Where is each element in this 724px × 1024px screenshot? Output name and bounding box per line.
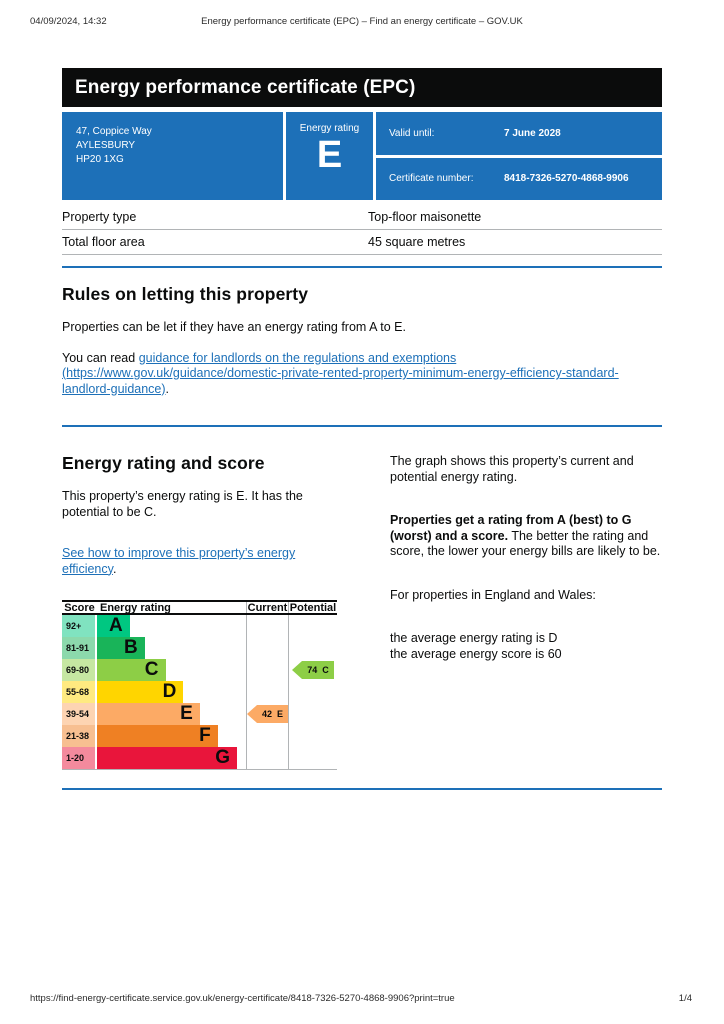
certificate-number-row bbox=[376, 158, 662, 201]
rating-score-heading: Energy rating and score bbox=[62, 453, 265, 473]
potential-score: 74 bbox=[307, 665, 318, 675]
property-type-value: Top-floor maisonette bbox=[368, 210, 482, 224]
average-rating-line: the average energy rating is D bbox=[390, 631, 558, 645]
epc-rating-chart bbox=[62, 600, 337, 770]
guidance-text-suffix: . bbox=[165, 381, 170, 396]
letting-rules-heading: Rules on letting this property bbox=[62, 284, 309, 304]
chart-score-header: Score bbox=[64, 602, 95, 614]
letting-guidance-paragraph bbox=[62, 351, 662, 398]
print-page-number: 1/4 bbox=[678, 993, 692, 1004]
current-rating-cell bbox=[246, 703, 288, 725]
band-row-d bbox=[62, 681, 337, 703]
certificate-number-value: 8418-7326-5270-4868-9906 bbox=[504, 173, 629, 185]
print-datetime: 04/09/2024, 14:32 bbox=[30, 16, 107, 27]
address-line-1: 47, Coppice Way bbox=[76, 126, 152, 137]
band-bar-b bbox=[97, 637, 145, 659]
band-letter: B bbox=[123, 637, 138, 658]
energy-rating-value: E bbox=[316, 134, 343, 176]
arrow-tip-icon bbox=[292, 661, 302, 679]
certificate-content bbox=[62, 68, 662, 790]
energy-rating-label: Energy rating bbox=[299, 123, 360, 134]
band-row-e bbox=[62, 703, 337, 725]
band-letter: G bbox=[215, 747, 231, 768]
property-type-label: Property type bbox=[62, 210, 137, 224]
rating-summary-paragraph: This property’s energy rating is E. It has the potential to be C. bbox=[62, 489, 303, 519]
certificate-number-label: Certificate number: bbox=[389, 173, 474, 185]
band-score-range: 81-91 bbox=[62, 637, 97, 659]
improve-efficiency-paragraph bbox=[62, 546, 346, 577]
floor-area-label: Total floor area bbox=[62, 235, 145, 249]
valid-until-label: Valid until: bbox=[389, 127, 435, 139]
band-row-c bbox=[62, 659, 337, 681]
band-score-range: 39-54 bbox=[62, 703, 97, 725]
band-letter: E bbox=[180, 703, 193, 724]
band-bar-g bbox=[97, 747, 237, 769]
address-line-3: HP20 1XG bbox=[76, 154, 124, 165]
potential-rating-arrow bbox=[292, 661, 334, 679]
band-bar-d bbox=[97, 681, 183, 703]
chart-header-row bbox=[62, 600, 337, 615]
band-row-b bbox=[62, 637, 337, 659]
band-bar-a bbox=[97, 615, 130, 637]
band-score-range: 92+ bbox=[62, 615, 97, 637]
floor-area-value: 45 square metres bbox=[368, 235, 466, 249]
property-address bbox=[62, 112, 283, 200]
certificate-details-panel bbox=[376, 112, 662, 200]
band-row-f bbox=[62, 725, 337, 747]
certificate-banner bbox=[62, 68, 662, 107]
band-bar-c bbox=[97, 659, 166, 681]
property-facts-table bbox=[62, 205, 662, 255]
landlord-guidance-link[interactable]: guidance for landlords on the regulations and exemptions (https://www.gov.uk/guidance/domestic-private-rented-property-minimum-energy-efficiency-standard-landlord-guidance) bbox=[62, 350, 619, 396]
arrow-tip-icon bbox=[247, 705, 257, 723]
england-wales-intro: For properties in England and Wales: bbox=[390, 587, 596, 602]
energy-rating-panel bbox=[286, 112, 373, 200]
band-score-range: 69-80 bbox=[62, 659, 97, 681]
band-score-range: 55-68 bbox=[62, 681, 97, 703]
valid-until-value: 7 June 2028 bbox=[504, 127, 561, 139]
chart-rating-header: Energy rating bbox=[100, 602, 171, 614]
graph-description: The graph shows this property’s current and potential energy rating. bbox=[390, 454, 634, 484]
print-page-title: Energy performance certificate (EPC) – Find an energy certificate – GOV.UK bbox=[201, 16, 523, 27]
band-bar-e bbox=[97, 703, 200, 725]
current-band: E bbox=[277, 709, 284, 719]
address-line-2: AYLESBURY bbox=[76, 140, 136, 151]
print-footer-url: https://find-energy-certificate.service.gov.uk/energy-certificate/8418-7326-5270-4868-9906?print=true bbox=[30, 993, 455, 1004]
guidance-text-prefix: You can read bbox=[62, 350, 139, 365]
section-divider bbox=[62, 266, 662, 268]
certificate-title: Energy performance certificate (EPC) bbox=[75, 76, 416, 98]
rating-explanation-rest: The better the rating and score, the lower your energy bills are likely to be. bbox=[390, 528, 661, 558]
improve-efficiency-link[interactable]: See how to improve this property’s energy efficiency bbox=[62, 546, 296, 576]
rating-explanation bbox=[390, 513, 662, 560]
print-header bbox=[0, 16, 724, 27]
section-divider bbox=[62, 425, 662, 427]
valid-until-row bbox=[376, 112, 662, 155]
band-score-range: 21-38 bbox=[62, 725, 97, 747]
potential-band: C bbox=[322, 665, 329, 675]
table-row bbox=[62, 205, 662, 230]
averages-block bbox=[390, 631, 662, 662]
rating-score-right-column bbox=[390, 437, 662, 770]
chart-current-header: Current bbox=[247, 602, 288, 614]
band-letter: F bbox=[199, 725, 211, 746]
improve-link-suffix: . bbox=[112, 561, 117, 576]
rating-explanation-bold: Properties get a rating from A (best) to G (worst) and a score. bbox=[390, 513, 632, 543]
rating-score-section bbox=[62, 437, 662, 770]
rating-score-left-column bbox=[62, 437, 346, 770]
certificate-summary-box bbox=[62, 112, 662, 200]
band-letter: D bbox=[162, 681, 177, 702]
current-score: 42 bbox=[261, 709, 272, 719]
section-divider bbox=[62, 788, 662, 790]
band-letter: C bbox=[144, 659, 159, 680]
letting-rules-paragraph: Properties can be let if they have an energy rating from A to E. bbox=[62, 320, 406, 334]
band-row-a bbox=[62, 615, 337, 637]
current-rating-arrow bbox=[247, 705, 288, 723]
table-row bbox=[62, 230, 662, 255]
potential-rating-cell bbox=[288, 659, 337, 681]
band-bar-f bbox=[97, 725, 218, 747]
band-score-range: 1-20 bbox=[62, 747, 97, 769]
band-row-g bbox=[62, 747, 337, 769]
average-score-line: the average energy score is 60 bbox=[390, 646, 562, 661]
chart-potential-header: Potential bbox=[289, 602, 337, 614]
band-letter: A bbox=[109, 615, 123, 636]
